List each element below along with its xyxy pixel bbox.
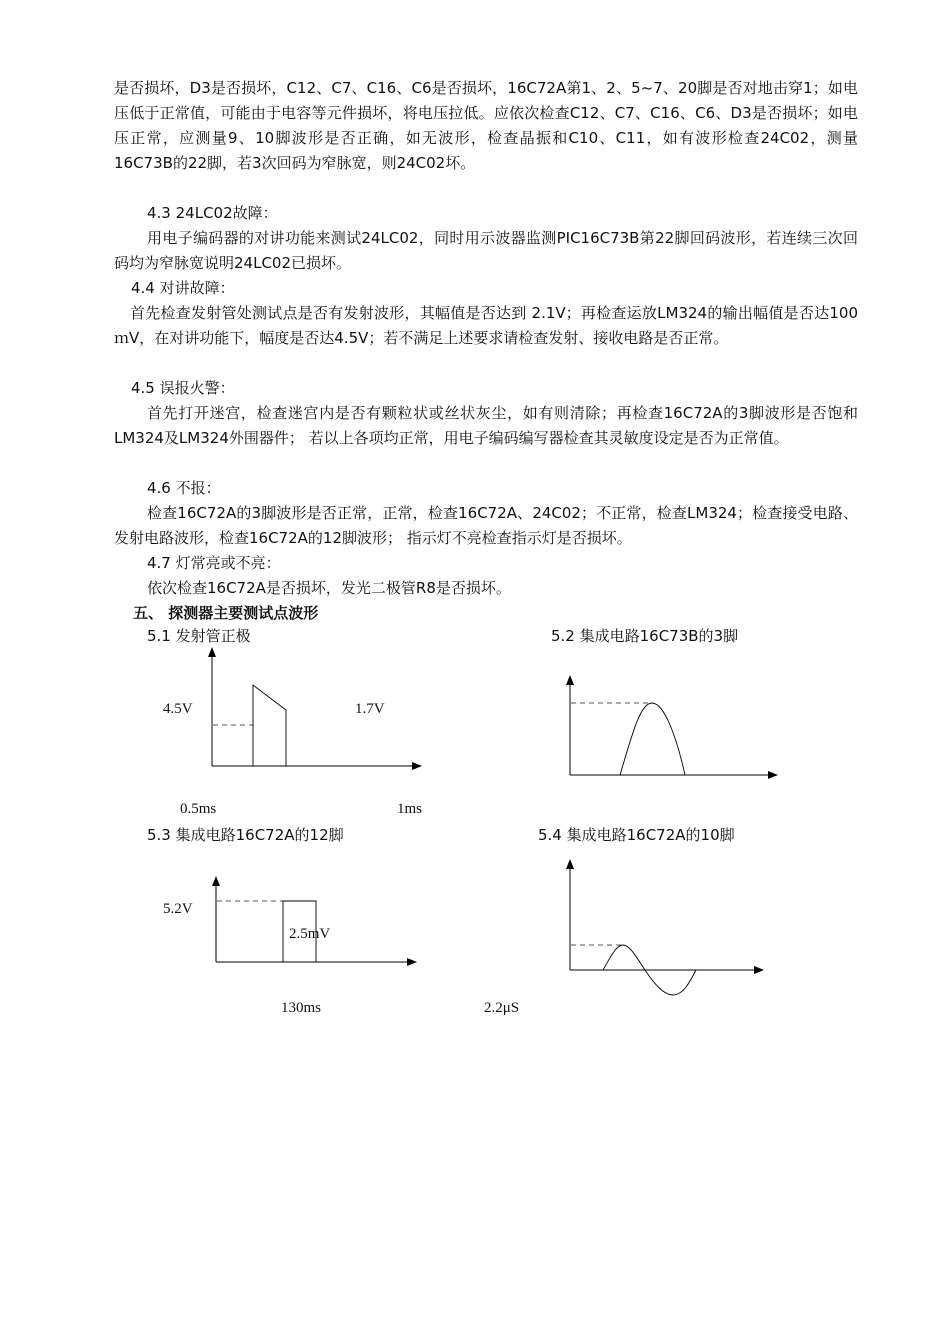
heading-4-6: 4.6 不报： — [147, 479, 221, 497]
waveform-5-4-x-arrow — [754, 966, 764, 974]
waveform-5-1-label-time-2: 1ms — [397, 801, 423, 817]
waveform-5-3-label-amplitude-2: 2.5mV — [289, 926, 331, 942]
waveform-5-4-label-time: 2.2μS — [484, 1000, 520, 1016]
heading-4-3: 4.3 24LC02故障： — [147, 204, 278, 222]
section-title: 五、 探测器主要测试点波形 — [133, 604, 319, 622]
paragraph-4-2-continuation: 是否损坏，D3是否损坏，C12、C7、C16、C6是否损坏，16C72A第1、2、5~7、20脚是否对地击穿1；如电压低于正常值，可能由于电容等元件损坏，将电压拉低。应依次检查C12、C7、C16、C6、D3是否损坏；如电压正常，应测量9、10脚波形是否正确，如无波形，检查晶振和C10、C11，如有波形检查24C02，测量16C73B的22脚，若3次回码为窄脉宽，则24C02坏。 — [114, 79, 858, 172]
heading-4-7: 4.7 灯常亮或不亮： — [147, 554, 281, 572]
waveform-5-1-label-time-1: 0.5ms — [180, 801, 217, 817]
paragraph-4-7: 依次检查16C72A是否损坏，发光二极管R8是否损坏。 — [147, 579, 511, 597]
waveform-caption-5-1: 5.1 发射管正极 — [147, 627, 251, 645]
paragraph-4-5: 首先打开迷宫，检查迷宫内是否有颗粒状或丝状灰尘，如有则清除；再检查16C72A的3脚波形是否饱和LM324及LM324外围器件； 若以上各项均正常，用电子编码编写器检查其灵敏度设定是否为正常值。 — [114, 404, 858, 447]
waveform-caption-5-2: 5.2 集成电路16C73B的3脚 — [551, 627, 739, 645]
paragraph-4-6: 检查16C72A的3脚波形是否正常，正常，检查16C72A、24C02；不正常，检查LM324；检查接受电路、发射电路波形，检查16C72A的12脚波形； 指示灯不亮检查指示灯是否损坏。 — [114, 504, 858, 547]
waveform-5-1-label-amplitude-2: 1.7V — [355, 701, 385, 717]
waveform-5-3-label-time: 130ms — [281, 1000, 322, 1016]
paragraph-4-4: 首先检查发射管处测试点是否有发射波形，其幅值是否达到 2.1V；再检查运放LM324的输出幅值是否达100ｍV，在对讲功能下，幅度是否达4.5V；若不满足上述要求请检查发射、接收电路是否正常。 — [114, 304, 858, 347]
heading-4-5: 4.5 误报火警： — [131, 379, 235, 397]
waveform-caption-5-4: 5.4 集成电路16C72A的10脚 — [538, 826, 735, 844]
waveform-5-3-label-amplitude: 5.2V — [163, 901, 193, 917]
waveform-caption-5-3: 5.3 集成电路16C72A的12脚 — [147, 826, 344, 844]
waveform-5-4-y-arrow — [566, 859, 574, 869]
waveform-5-1-label-amplitude: 4.5V — [163, 701, 193, 717]
heading-4-4: 4.4 对讲故障： — [131, 279, 235, 297]
paragraph-4-3: 用电子编码器的对讲功能来测试24LC02，同时用示波器监测PIC16C73B第22脚回码波形，若连续三次回码均为窄脉宽说明24LC02已损坏。 — [114, 229, 858, 272]
